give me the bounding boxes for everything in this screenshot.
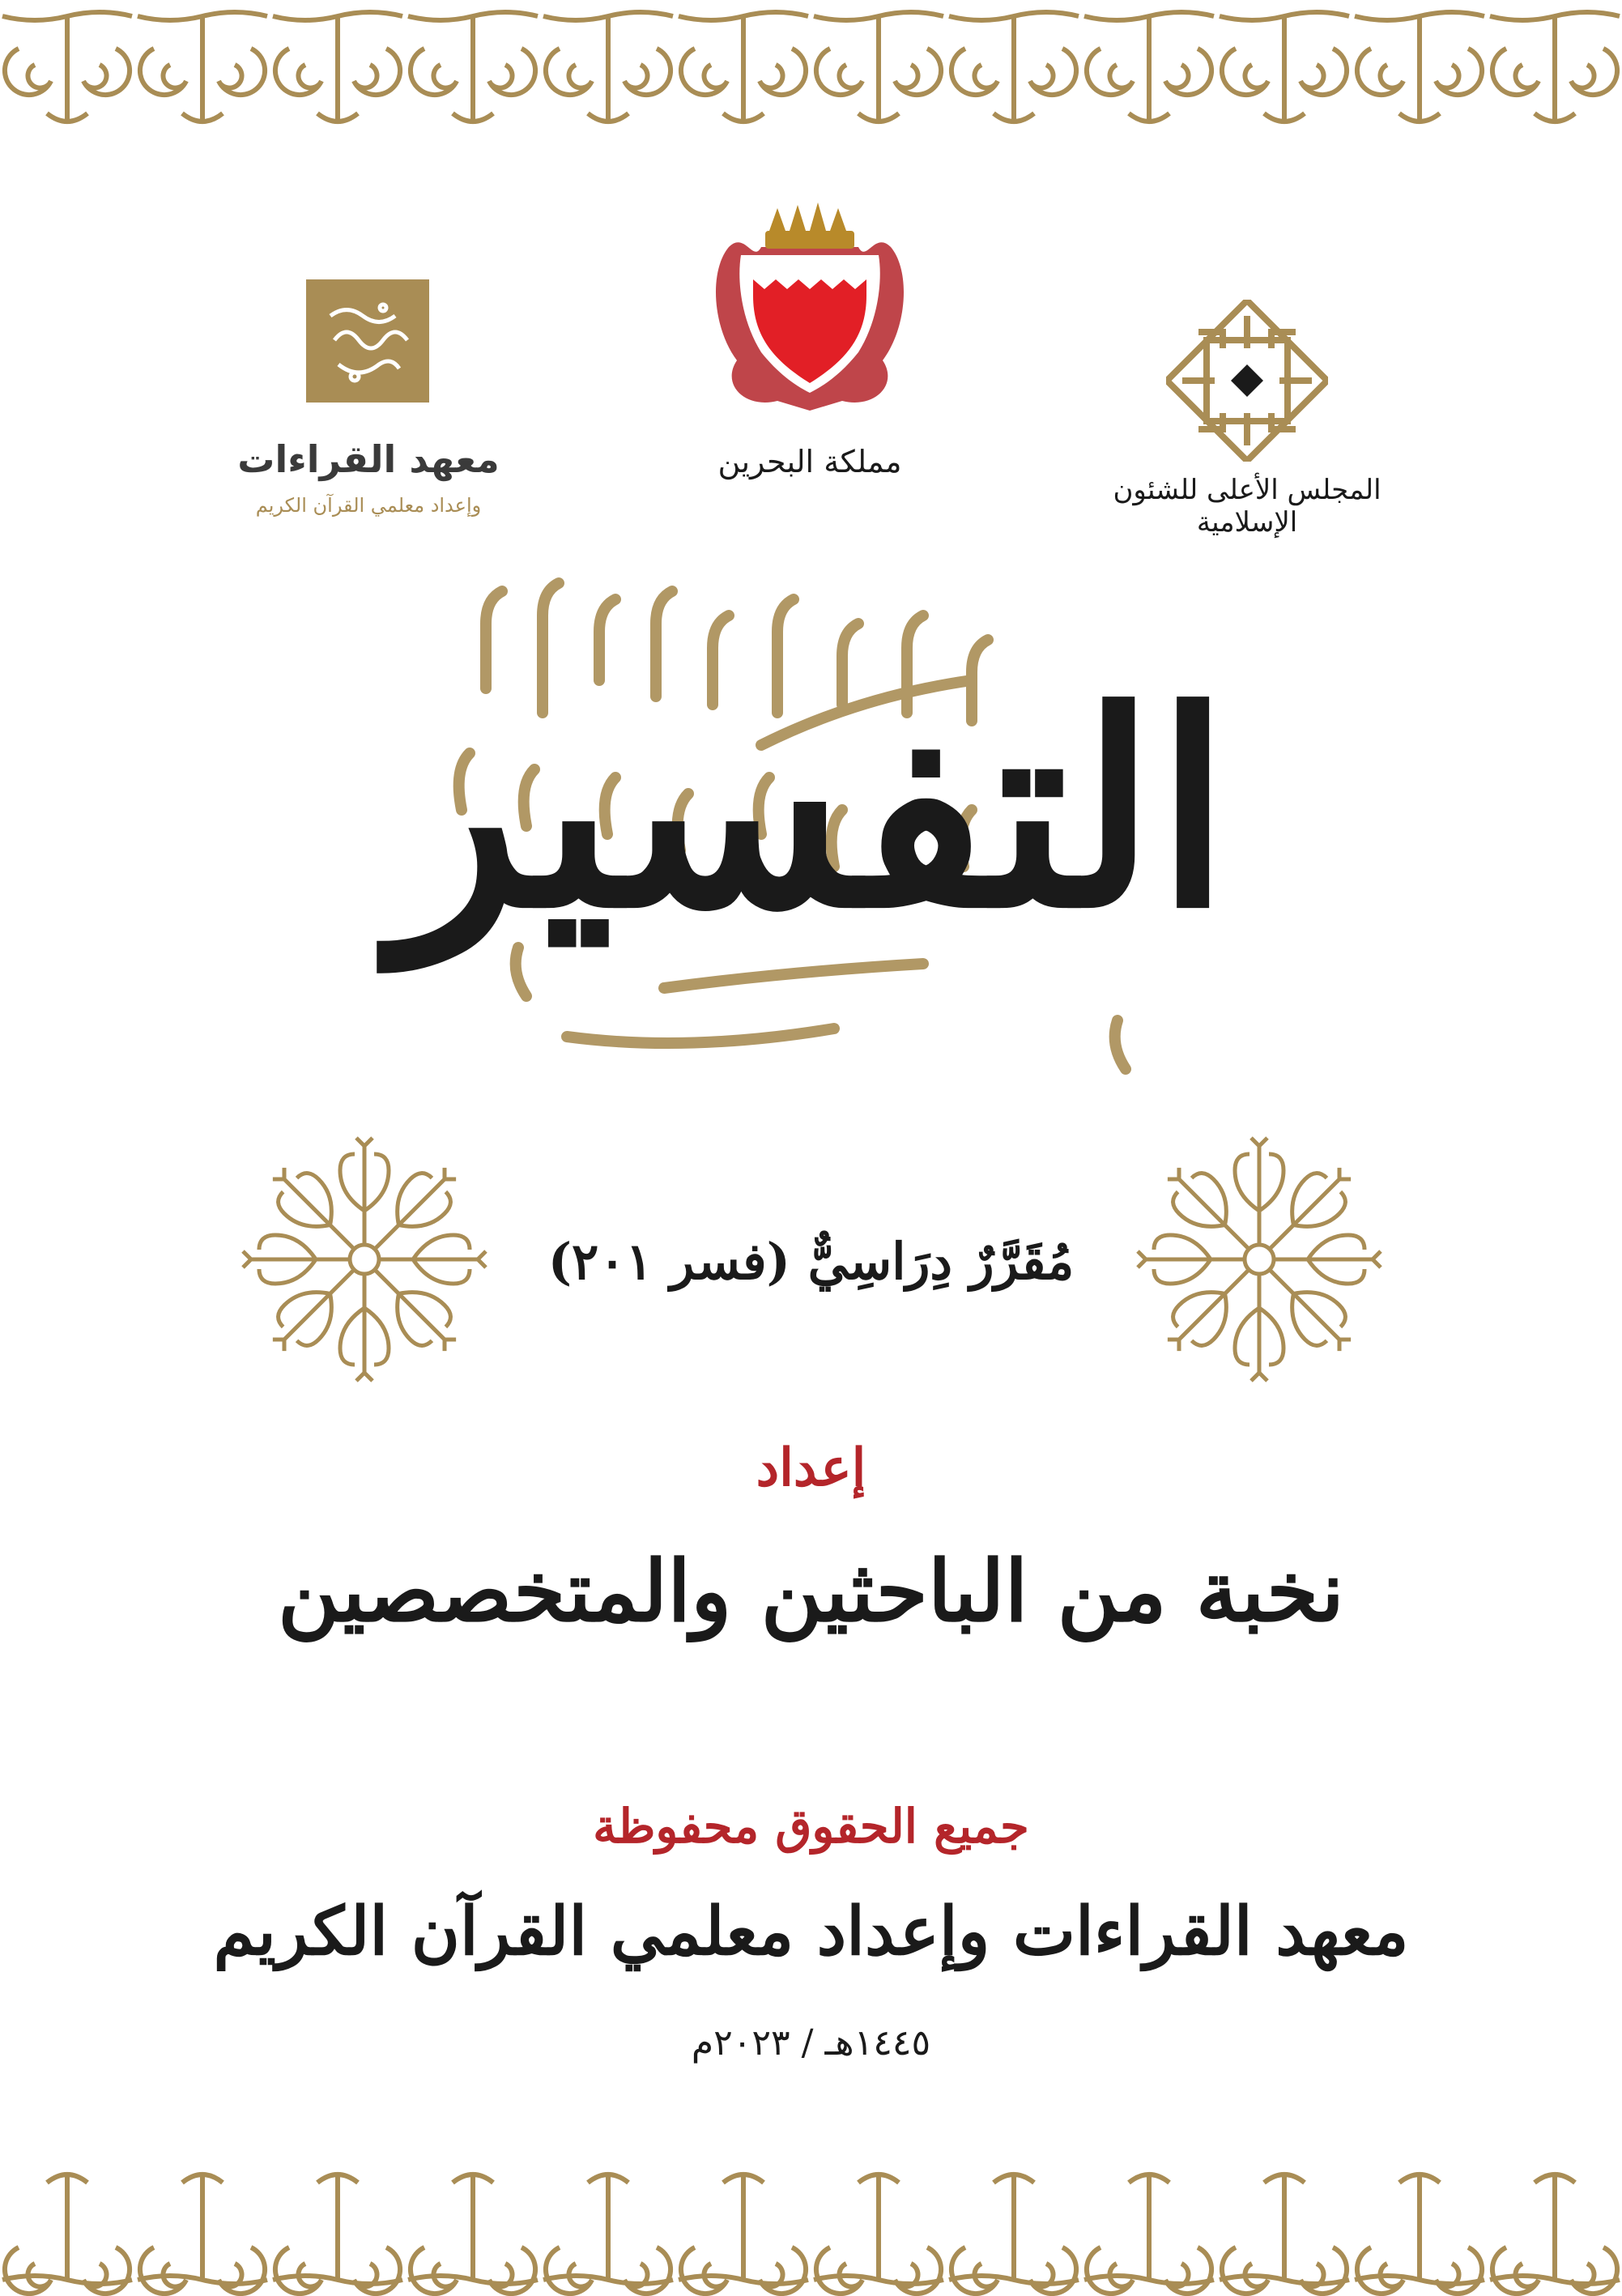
authors-line: نخبة من الباحثين والمتخصصين — [278, 1541, 1344, 1641]
council-name: المجلس الأعلى للشئون الإسلامية — [1113, 474, 1381, 539]
institute-subtitle: وإعداد معلمي القرآن الكريم — [255, 494, 482, 517]
prepared-label: إعداد — [756, 1438, 866, 1498]
publisher-line: معهد القراءات وإعداد معلمي القرآن الكريم — [213, 1893, 1409, 1970]
border-swirl-motif — [408, 2175, 538, 2294]
border-swirl-motif — [2, 2175, 132, 2294]
bahrain-coat-of-arms-icon — [705, 198, 915, 417]
border-swirl-motif — [2, 12, 132, 121]
border-swirl-motif — [1084, 12, 1214, 121]
border-swirl-motif — [543, 2175, 673, 2294]
border-swirl-motif — [1220, 2175, 1349, 2294]
border-swirl-motif — [814, 2175, 943, 2294]
border-swirl-motif — [1220, 12, 1349, 121]
border-swirl-motif — [1355, 12, 1484, 121]
border-swirl-motif — [679, 12, 808, 121]
border-swirl-motif — [679, 2175, 808, 2294]
rights-label: جميع الحقوق محفوظة — [593, 1799, 1029, 1854]
border-swirl-motif — [138, 12, 267, 121]
top-ornament-border — [0, 0, 1622, 162]
bottom-ornament-border — [0, 2134, 1622, 2296]
date-line: ١٤٤٥هـ / ٢٠٢٣م — [691, 2022, 931, 2064]
border-swirl-motif — [1490, 12, 1620, 121]
institute-name: معهد القراءات — [237, 437, 500, 481]
border-swirl-motif — [408, 12, 538, 121]
border-swirl-motif — [1084, 2175, 1214, 2294]
border-swirl-motif — [949, 12, 1079, 121]
border-swirl-motif — [273, 12, 402, 121]
border-swirl-motif — [543, 12, 673, 121]
kingdom-name: مملكة البحرين — [717, 444, 902, 479]
border-swirl-motif — [1490, 2175, 1620, 2294]
border-swirl-motif — [1355, 2175, 1484, 2294]
institute-calligraphy-icon — [306, 279, 429, 403]
council-kufic-logo — [1166, 300, 1328, 462]
border-swirl-motif — [814, 12, 943, 121]
course-code-line: مُقَرَّرٌ دِرَاسِيٌّ (فسر ٢٠١) — [547, 1232, 1075, 1291]
main-title: التفسير — [392, 653, 1230, 967]
border-swirl-motif — [949, 2175, 1079, 2294]
border-swirl-motif — [273, 2175, 402, 2294]
institute-logo-square — [306, 279, 429, 403]
border-swirl-motif — [138, 2175, 267, 2294]
